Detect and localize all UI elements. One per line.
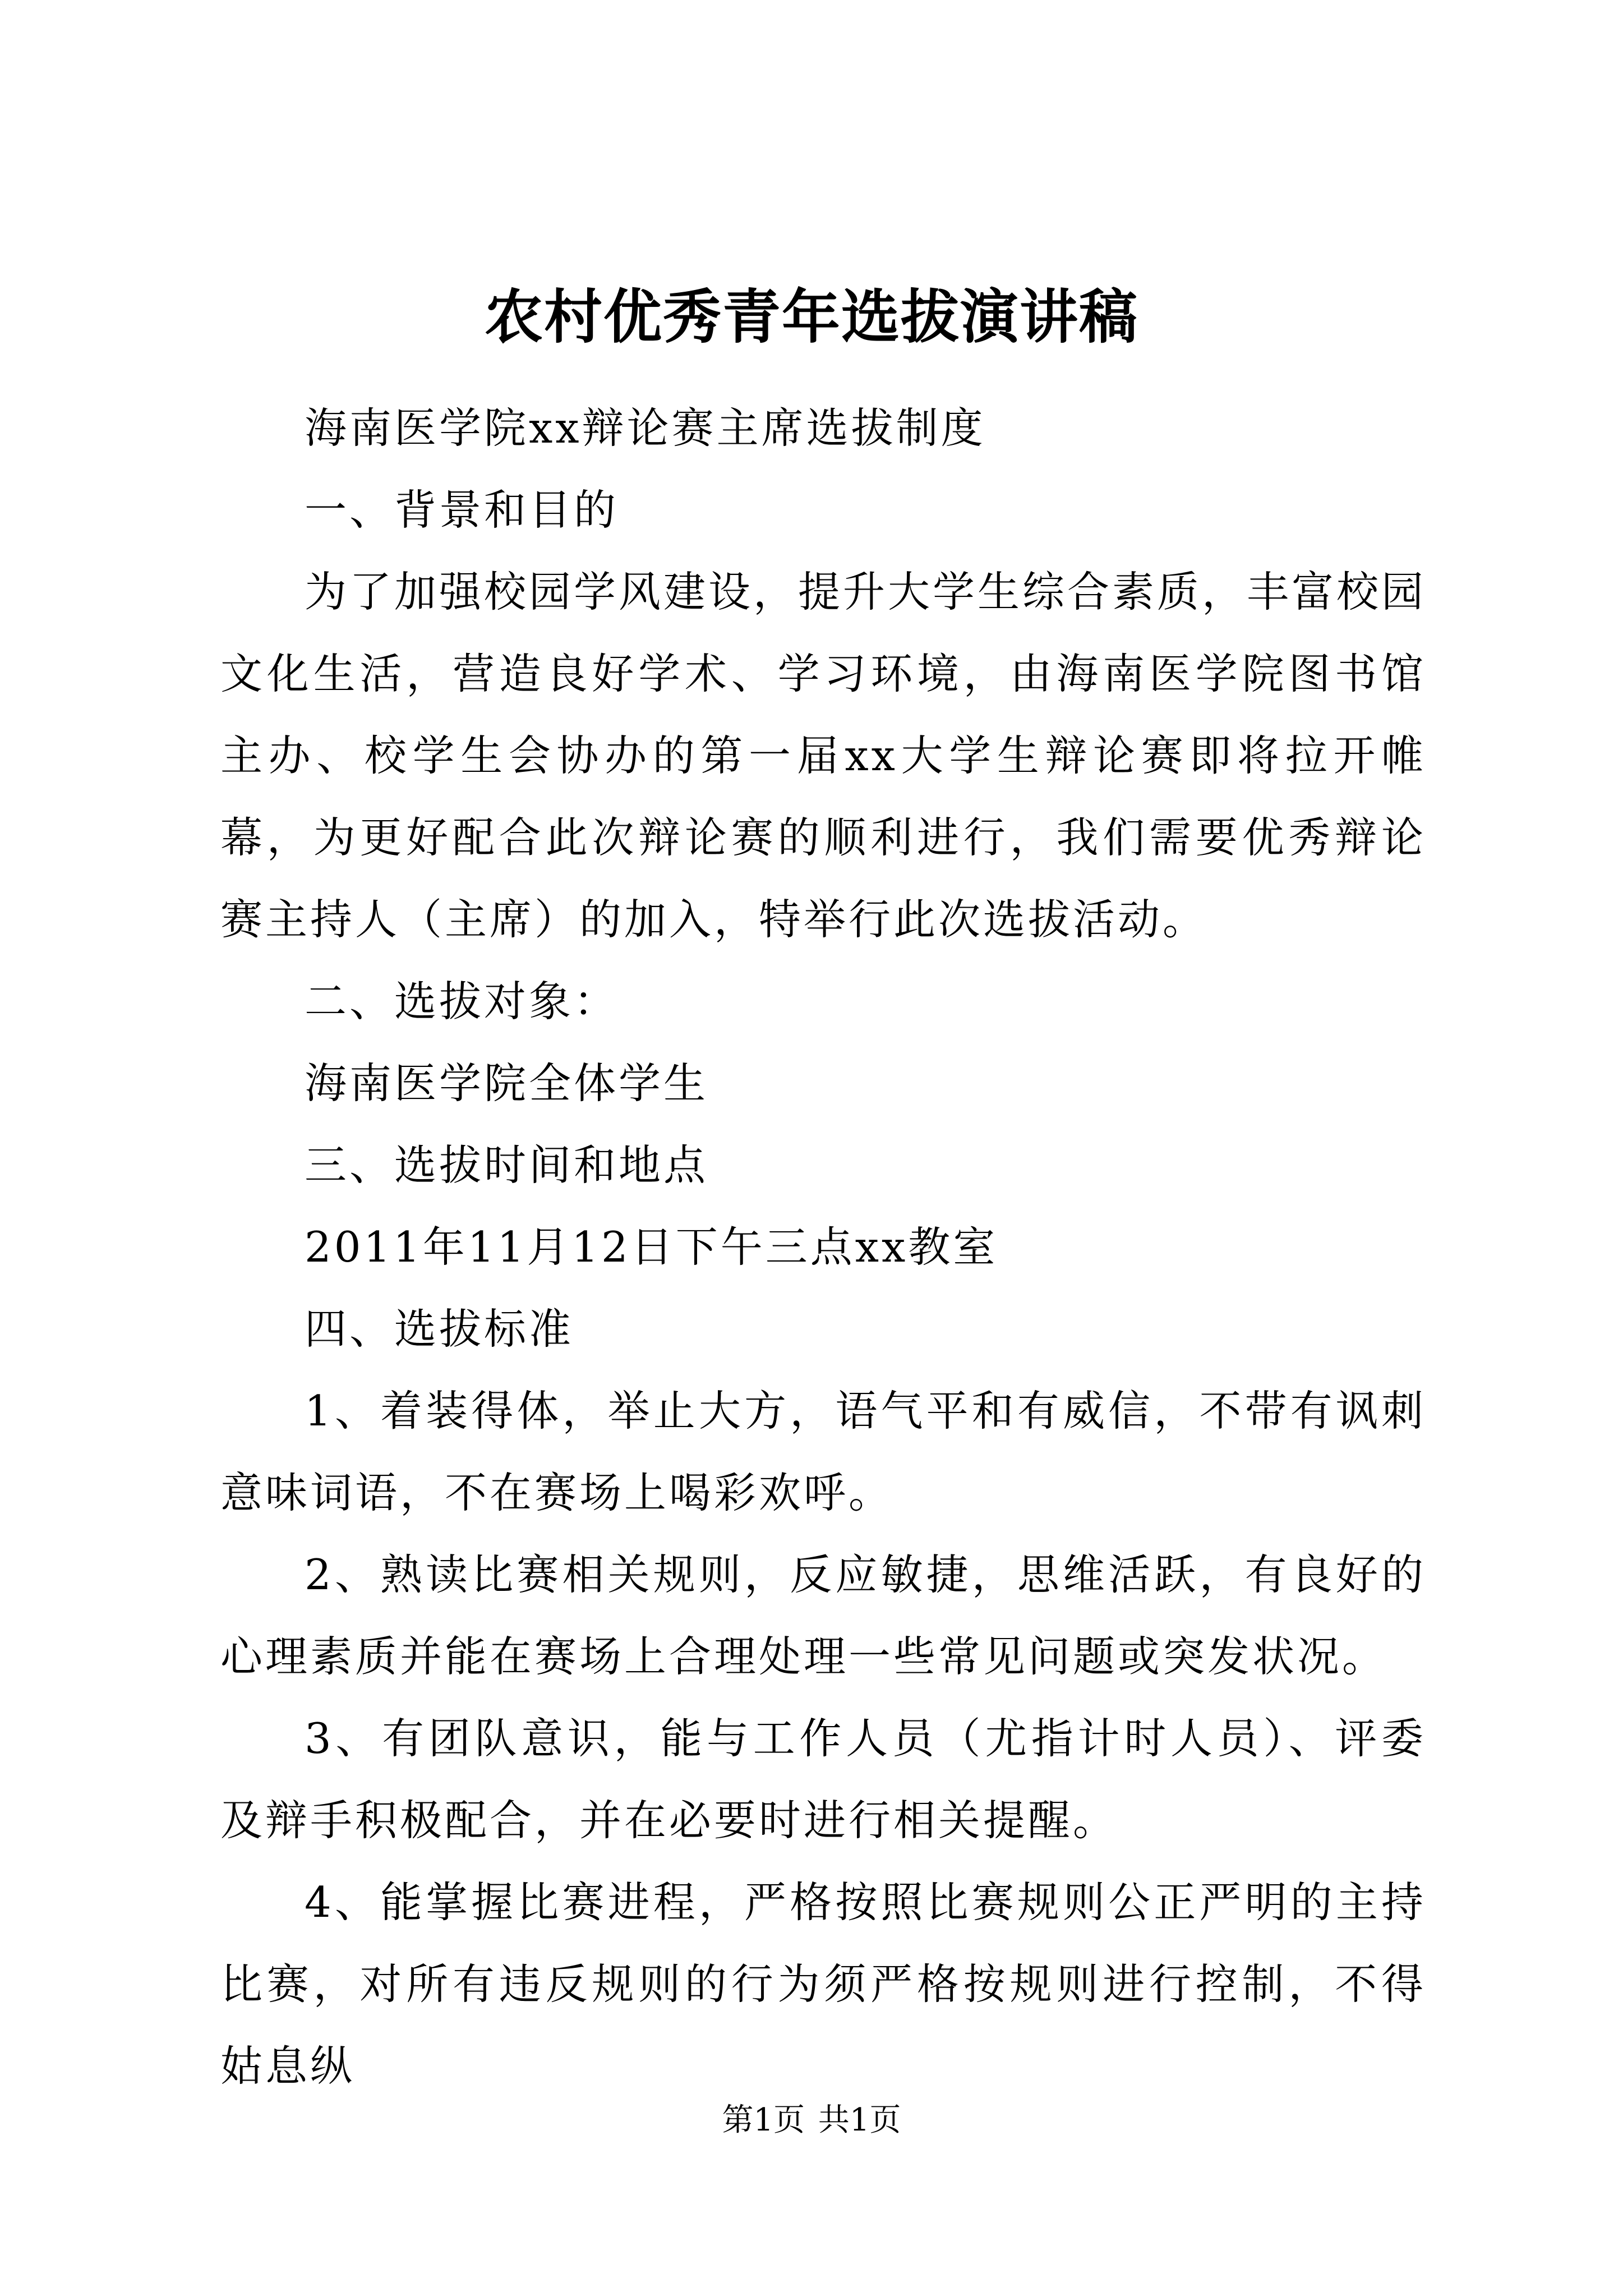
paragraph-background: 为了加强校园学风建设，提升大学生综合素质，丰富校园文化生活，营造良好学术、学习环境，由海南医学院图书馆主办、校学生会协办的第一届xx大学生辩论赛即将拉开帷幕，为更好配合此次辩论赛的顺利进行，我们需要优秀辩论赛主持人（主席）的加入，特举行此次选拔活动。 [220,567,1427,944]
paragraph-time-place: 2011年11月12日下午三点xx教室 [305,1222,998,1272]
criteria-item-3: 3、有团队意识，能与工作人员（尤指计时人员）、评委及辩手积极配合，并在必要时进行相关提醒。 [220,1714,1426,1845]
section-heading-target: 二、选拔对象： [305,977,619,1026]
paragraph-target: 海南医学院全体学生 [305,1059,709,1108]
document-body [220,387,1426,2107]
section-heading-background: 一、背景和目的 [305,485,619,535]
document-title: 农村优秀青年选拔演讲稿 [484,282,1138,351]
section-heading-criteria: 四、选拔标准 [305,1304,574,1354]
section-heading-time-place: 三、选拔时间和地点 [305,1140,709,1190]
criteria-item-2: 2、熟读比赛相关规则，反应敏捷，思维活跃，有良好的心理素质并能在赛场上合理处理一些常见问题或突发状况。 [220,1550,1426,1681]
criteria-item-4: 4、能掌握比赛进程，严格按照比赛规则公正严明的主持比赛，对所有违反规则的行为须严格按规则进行控制，不得姑息纵 [220,1878,1426,2091]
paragraph-subtitle: 海南医学院xx辩论赛主席选拔制度 [305,403,986,453]
criteria-item-1: 1、着装得体，举止大方，语气平和有威信，不带有讽刺意味词语，不在赛场上喝彩欢呼。 [220,1386,1426,1517]
page-footer: 第1页 共1页 [722,2102,901,2138]
